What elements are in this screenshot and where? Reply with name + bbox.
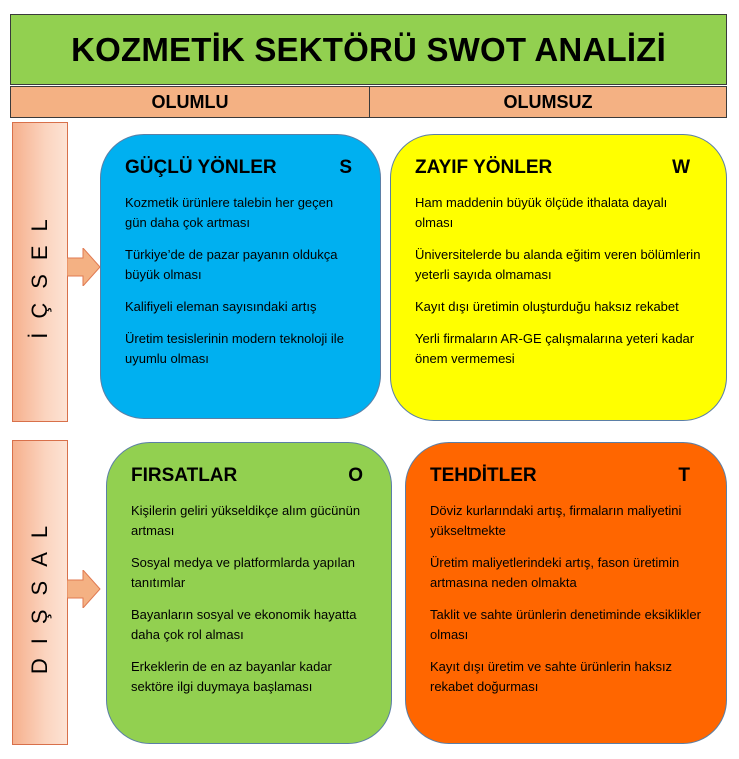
column-header-positive: OLUMLU [10, 86, 370, 118]
list-item: Kişilerin geliri yükseldikçe alım gücünün artması [131, 503, 361, 538]
weaknesses-letter: W [672, 157, 690, 178]
list-item: Kayıt dışı üretim ve sahte ürünlerin haksız rekabet doğurması [430, 659, 673, 694]
row-label-external [12, 440, 68, 745]
column-header-row [10, 86, 727, 118]
weaknesses-box [390, 134, 727, 421]
opportunities-heading: FIRSATLAR [131, 465, 238, 486]
row-label-internal [12, 122, 68, 422]
arrow-right-icon [67, 248, 101, 286]
threats-box [405, 442, 727, 744]
list-item: Bayanların sosyal ve ekonomik hayatta daha çok rol alması [131, 607, 357, 642]
list-item: Kalifiyeli eleman sayısındaki artış [125, 299, 317, 314]
row-label-external-text: DIŞSAL [27, 511, 53, 674]
list-item: Kayıt dışı üretimin oluşturduğu haksız rekabet [415, 299, 679, 314]
strengths-heading: GÜÇLÜ YÖNLER [125, 157, 277, 178]
list-item: Erkeklerin de en az bayanlar kadar sektöre ilgi duymaya başlaması [131, 659, 332, 694]
threats-letter: T [678, 465, 690, 486]
list-item: Üretim tesislerinin modern teknoloji ile uyumlu olması [125, 331, 344, 366]
list-item: Üniversitelerde bu alanda eğitim veren bölümlerin yeterli sayıda olmaması [415, 247, 701, 282]
strengths-box [100, 134, 381, 419]
list-item: Döviz kurlarındaki artış, firmaların maliyetini yükseltmekte [430, 503, 682, 538]
strengths-letter: S [339, 157, 352, 178]
weaknesses-heading: ZAYIF YÖNLER [415, 157, 553, 178]
opportunities-box [106, 442, 392, 744]
opportunities-letter: O [348, 465, 363, 486]
list-item: Taklit ve sahte ürünlerin denetiminde eksiklikler olması [430, 607, 701, 642]
list-item: Kozmetik ürünlere talebin her geçen gün daha çok artması [125, 195, 334, 230]
column-header-negative: OLUMSUZ [370, 86, 727, 118]
threats-heading: TEHDİTLER [430, 465, 537, 486]
list-item: Ham maddenin büyük ölçüde ithalata dayalı olması [415, 195, 668, 230]
arrow-right-icon [67, 570, 101, 608]
list-item: Sosyal medya ve platformlarda yapılan tanıtımlar [131, 555, 356, 590]
page-title: KOZMETİK SEKTÖRÜ SWOT ANALİZİ [71, 30, 666, 68]
list-item: Yerli firmaların AR-GE çalışmalarına yeteri kadar önem vermemesi [415, 331, 695, 366]
title-banner [10, 14, 727, 85]
list-item: Üretim maliyetlerindeki artış, fason üretimin artmasına neden olmakta [430, 555, 680, 590]
list-item: Türkiye’de de pazar payanın oldukça büyük olması [125, 247, 338, 282]
row-label-internal-text: İÇSEL [27, 205, 52, 339]
